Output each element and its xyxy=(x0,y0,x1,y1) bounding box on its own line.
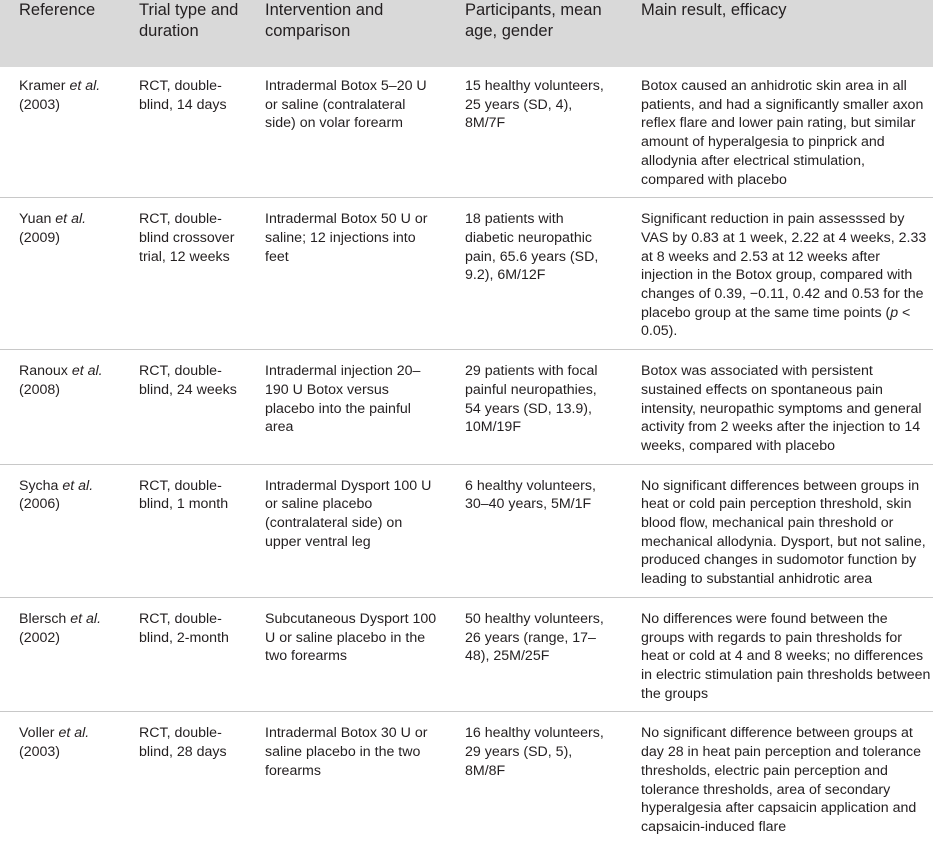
trial-cell: RCT, double-blind, 2-month xyxy=(120,597,246,712)
result-text: Significant reduction in pain assesssed by VAS by 0.83 at 1 week, 2.22 at 4 weeks, 2.33 at 8 weeks and 2.53 at 12 weeks after injection in the Botox group, compared with changes of 0.39, −0.11, 0.42 and 0.53 for the placebo group at the same time points ( xyxy=(641,211,927,321)
reference-cell xyxy=(0,67,120,198)
result-cell: Botox was associated with persistent sustained effects on spontaneous pain intensity, neuropathic symptoms and general activity from 2 weeks after the injection to 14 weeks, compared with placebo xyxy=(622,350,933,465)
year: (2003) xyxy=(19,744,61,761)
year: (2006) xyxy=(19,496,61,513)
trial-cell: RCT, double-blind, 1 month xyxy=(120,464,246,597)
et-al: et al. xyxy=(71,363,103,380)
header-intervention: Intervention and comparison xyxy=(246,0,446,67)
author: Yuan xyxy=(19,211,56,228)
trial-cell: RCT, double-blind, 14 days xyxy=(139,78,227,113)
et-al: et al. xyxy=(70,610,102,627)
result-cell: No significant differences between groups in heat or cold pain perception threshold, skin blood flow, mechanical pain threshold or mechanical allodynia. Dysport, but not saline, produced changes in sudomotor function by leading to substantial anhidrotic area xyxy=(622,464,933,597)
author: Blersch xyxy=(19,610,71,627)
participants-cell: 29 patients with focal painful neuropathies, 54 years (SD, 13.9), 10M/19F xyxy=(446,350,622,465)
trial-cell: RCT, double-blind, 24 weeks xyxy=(120,350,246,465)
year: (2003) xyxy=(19,96,61,113)
intervention-cell: Intradermal Botox 50 U or saline; 12 injections into feet xyxy=(246,198,446,350)
table-row xyxy=(0,67,933,198)
header-reference: Reference xyxy=(0,0,120,67)
header-trial-type: Trial type and duration xyxy=(120,0,246,67)
table-row xyxy=(0,712,933,845)
participants-cell: 50 healthy volunteers, 26 years (range, 17–48), 25M/25F xyxy=(446,597,622,712)
participants-cell: 18 patients with diabetic neuropathic pain, 65.6 years (SD, 9.2), 6M/12F xyxy=(446,198,622,350)
reference-cell xyxy=(0,712,120,845)
year: (2008) xyxy=(19,381,61,398)
et-al: et al. xyxy=(62,477,94,494)
reference-cell xyxy=(0,464,120,597)
author: Voller xyxy=(19,725,59,742)
participants-cell: 6 healthy volunteers, 30–40 years, 5M/1F xyxy=(446,464,622,597)
table-row xyxy=(0,464,933,597)
author: Kramer xyxy=(19,78,70,94)
reference-cell xyxy=(0,198,120,350)
p-symbol: p xyxy=(890,304,899,321)
table-row xyxy=(0,350,933,465)
participants-cell: 16 healthy volunteers, 29 years (SD, 5), 8M/8F xyxy=(446,712,622,845)
intervention-cell: Intradermal Botox 5–20 U or saline (contralateral side) on volar forearm xyxy=(265,78,427,132)
intervention-cell: Intradermal Dysport 100 U or saline placebo (contralateral side) on upper ventral leg xyxy=(246,464,446,597)
result-cell: Botox caused an anhidrotic skin area in all patients, and had a significantly smaller axon reflex flare and lower pain rating, but similar amount of hyperalgesia to pinprick and allodynia after electrical stimulation, compared with placebo xyxy=(641,78,924,188)
result-cell: No differences were found between the groups with regards to pain thresholds for heat or cold at 4 and 8 weeks; no differences in electric stimulation pain thresholds between the groups xyxy=(622,597,933,712)
intervention-cell: Intradermal injection 20–190 U Botox versus placebo into the painful area xyxy=(246,350,446,465)
intervention-cell: Subcutaneous Dysport 100 U or saline placebo in the two forearms xyxy=(246,597,446,712)
author: Ranoux xyxy=(19,363,72,380)
header-main-result: Main result, efficacy xyxy=(622,0,933,67)
trial-cell: RCT, double-blind, 28 days xyxy=(120,712,246,845)
result-cell: No significant difference between groups at day 28 in heat pain perception and tolerance thresholds, electric pain perception and tolerance thresholds, area of secondary hyperalgesia after capsaicin application and capsaicin-induced flare xyxy=(622,712,933,845)
year: (2002) xyxy=(19,629,61,646)
reference-cell xyxy=(0,597,120,712)
et-al: et al. xyxy=(58,725,90,742)
author: Sycha xyxy=(19,477,63,494)
table-row xyxy=(0,597,933,712)
et-al: et al. xyxy=(69,78,101,94)
table-row xyxy=(0,198,933,350)
participants-cell: 15 healthy volunteers, 25 years (SD, 4), 8M/7F xyxy=(465,78,604,132)
table-header xyxy=(0,0,933,67)
et-al: et al. xyxy=(55,211,87,228)
intervention-cell: Intradermal Botox 30 U or saline placebo in the two forearms xyxy=(246,712,446,845)
trial-cell: RCT, double-blind crossover trial, 12 weeks xyxy=(120,198,246,350)
result-text-end: < 0.05). xyxy=(641,304,911,340)
year: (2009) xyxy=(19,229,61,246)
result-cell xyxy=(622,198,933,350)
reference-cell xyxy=(0,350,120,465)
header-participants: Participants, mean age, gender xyxy=(446,0,622,67)
